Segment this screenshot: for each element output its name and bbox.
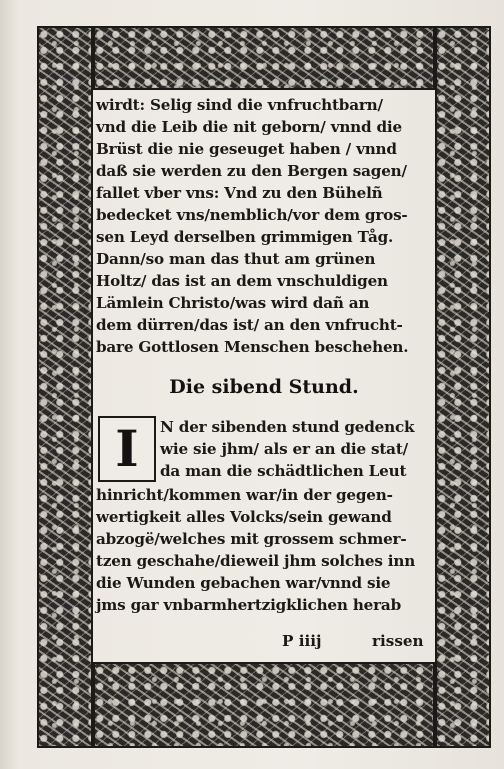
ornamental-border-top xyxy=(93,26,435,90)
text-line: fallet vber vns: Vnd zu den Bühelñ xyxy=(96,184,383,202)
text-line: Dann/so man das thut am grünen xyxy=(96,250,376,268)
text-line: Holtz/ das ist an dem vnschuldigen xyxy=(96,272,388,290)
text-line: wirdt: Selig sind die vnfruchtbarn/ xyxy=(96,96,383,114)
text-block xyxy=(96,96,432,658)
text-line: hinricht/kommen war/in der gegen- xyxy=(96,486,393,504)
text-line: bare Gottlosen Menschen beschehen. xyxy=(96,338,409,356)
text-line: sen Leyd derselben grimmigen Tåg. xyxy=(96,228,394,246)
text-line: die Wunden gebachen war/vnnd sie xyxy=(96,574,391,592)
text-line: jms gar vnbarmhertzigklichen herab xyxy=(96,596,401,614)
ornamental-border-bottom xyxy=(93,662,435,748)
text-line: daß sie werden zu den Bergen sagen/ xyxy=(96,162,407,180)
ornamental-border-right xyxy=(435,26,491,748)
text-line: Lämlein Christo/was wird dañ an xyxy=(96,294,370,312)
text-line: bedecket vns/nemblich/vor dem gros- xyxy=(96,206,408,224)
text-line: vnd die Leib die nit geborn/ vnnd die xyxy=(96,118,402,136)
text-line: wertigkeit alles Volcks/sein gewand xyxy=(96,508,392,526)
text-line: abzogë/welches mit grossem schmer- xyxy=(96,530,407,548)
text-line: dem dürren/das ist/ an den vnfrucht- xyxy=(96,316,403,334)
section-heading: Die sibend Stund. xyxy=(169,376,359,398)
text-line: Brüst die nie geseuget haben / vnnd xyxy=(96,140,397,158)
decorated-initial: I xyxy=(98,416,156,482)
ornamental-border-left xyxy=(37,26,93,748)
text-line: da man die schädtlichen Leut xyxy=(160,462,407,480)
catchword: rissen xyxy=(372,632,424,650)
text-line: wie sie jhm/ als er an die stat/ xyxy=(160,440,408,458)
text-line: N der sibenden stund gedenck xyxy=(160,418,415,436)
text-line: tzen geschahe/dieweil jhm solches inn xyxy=(96,552,416,570)
signature-mark: P iiij xyxy=(282,632,322,650)
